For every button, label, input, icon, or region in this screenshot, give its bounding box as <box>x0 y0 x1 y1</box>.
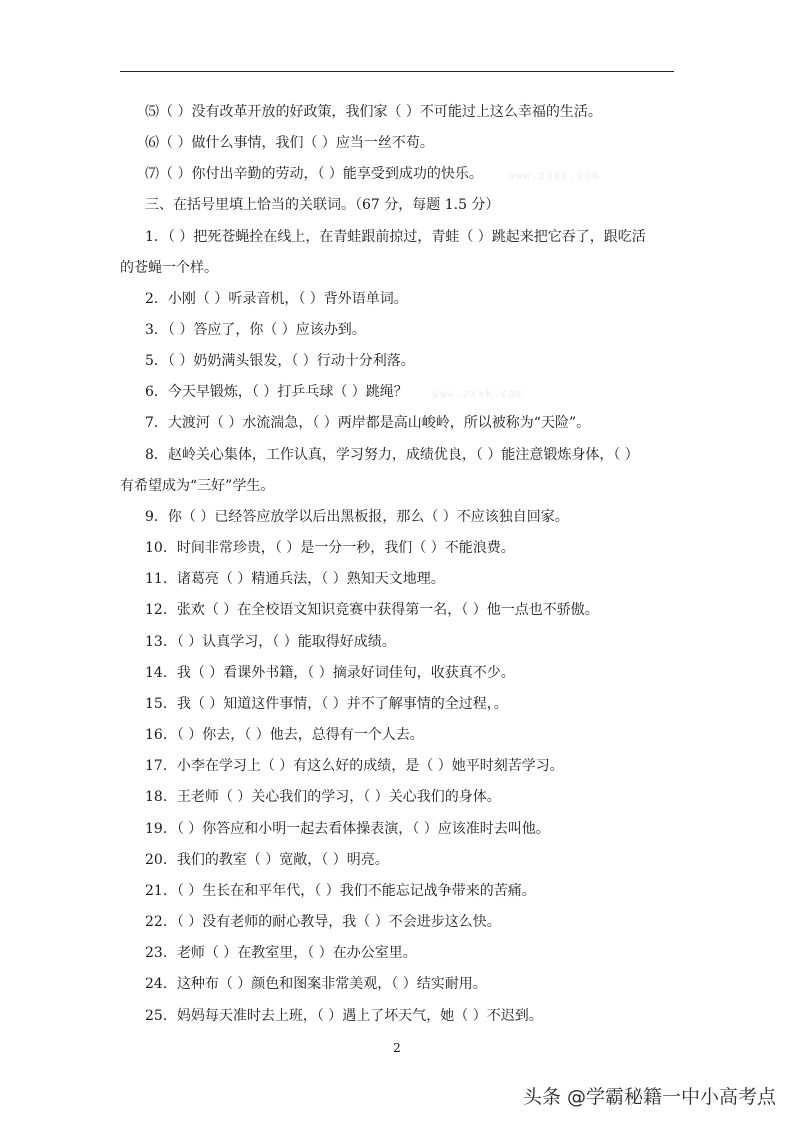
question-line: 14．我（ ）看课外书籍，（ ）摘录好词佳句，收获真不少。 <box>145 665 515 681</box>
question-line: ⑺（ ）你付出辛勤的劳动，（ ）能享受到成功的快乐。 <box>145 166 483 182</box>
question-line: 21．（ ）生长在和平年代，（ ）我们不能忘记战争带来的苦痛。 <box>145 883 536 899</box>
question-line: 25．妈妈每天准时去上班，（ ）遇上了坏天气，她（ ）不迟到。 <box>145 1008 543 1024</box>
question-line: 5．（ ）奶奶满头银发，（ ）行动十分利落。 <box>145 353 415 369</box>
watermark-text: www.zxxk.com <box>508 169 600 182</box>
question-line-continuation: 的苍蝇一个样。 <box>120 260 218 276</box>
page-number: 2 <box>393 1041 401 1055</box>
question-line: ⑸（ ）没有改革开放的好政策，我们家（ ）不可能过上这么幸福的生活。 <box>145 104 602 120</box>
footer-credit: 头条 @学霸秘籍一中小高考点 <box>522 1086 776 1108</box>
question-line: 12．张欢（ ）在全校语文知识竞赛中获得第一名，（ ）他一点也不骄傲。 <box>145 602 599 618</box>
question-line: 11．诸葛亮（ ）精通兵法，（ ）熟知天文地理。 <box>145 571 445 587</box>
question-line: 23．老师（ ）在教室里，（ ）在办公室里。 <box>145 945 417 961</box>
question-line: 3．（ ）答应了，你（ ）应该办到。 <box>145 322 366 338</box>
question-line: 2．小刚（ ）听录音机，（ ）背外语单词。 <box>145 291 408 307</box>
question-line: 24．这种布（ ）颜色和图案非常美观，（ ）结实耐用。 <box>145 976 487 992</box>
section-heading: 三、在括号里填上恰当的关联词。（67 分，每题 1.5 分） <box>145 197 500 213</box>
question-line: 1．（ ）把死苍蝇拴在线上，在青蛙跟前掠过，青蛙（ ）跳起来把它吞了，跟吃活 <box>145 229 646 245</box>
watermark-text: www.zxxk.com <box>432 387 524 400</box>
question-line: 18．王老师（ ）关心我们的学习，（ ）关心我们的身体。 <box>145 789 501 805</box>
question-line: 8．赵岭关心集体，工作认真，学习努力，成绩优良，（ ）能注意锻炼身体，（ ） <box>145 447 639 463</box>
question-line: ⑹（ ）做什么事情，我们（ ）应当一丝不苟。 <box>145 135 434 151</box>
question-line: 10．时间非常珍贵，（ ）是一分一秒，我们（ ）不能浪费。 <box>145 540 515 556</box>
question-line: 9．你（ ）已经答应放学以后出黑板报，那么（ ）不应该独自回家。 <box>145 509 569 525</box>
question-line: 19．（ ）你答应和小明一起去看体操表演，（ ）应该准时去叫他。 <box>145 821 550 837</box>
question-line: 20．我们的教室（ ）宽敞，（ ）明亮。 <box>145 852 389 868</box>
question-line: 16．（ ）你去，（ ）他去，总得有一个人去。 <box>145 727 424 743</box>
question-line: 15．我（ ）知道这件事情，（ ）并不了解事情的全过程，。 <box>145 696 508 712</box>
question-line: 6．今天早锻炼，（ ）打乒乓球（ ）跳绳？ <box>145 384 408 400</box>
question-line-continuation: 有希望成为“三好”学生。 <box>120 478 275 494</box>
question-line: 22．（ ）没有老师的耐心教导，我（ ）不会进步这么快。 <box>145 914 501 930</box>
question-line: 17．小李在学习上（ ）有这么好的成绩，是（ ）她平时刻苦学习。 <box>145 758 564 774</box>
question-line: 7．大渡河（ ）水流湍急，（ ）两岸都是高山峻岭，所以被称为“天险”。 <box>145 415 591 431</box>
question-line: 13．（ ）认真学习，（ ）能取得好成绩。 <box>145 634 396 650</box>
